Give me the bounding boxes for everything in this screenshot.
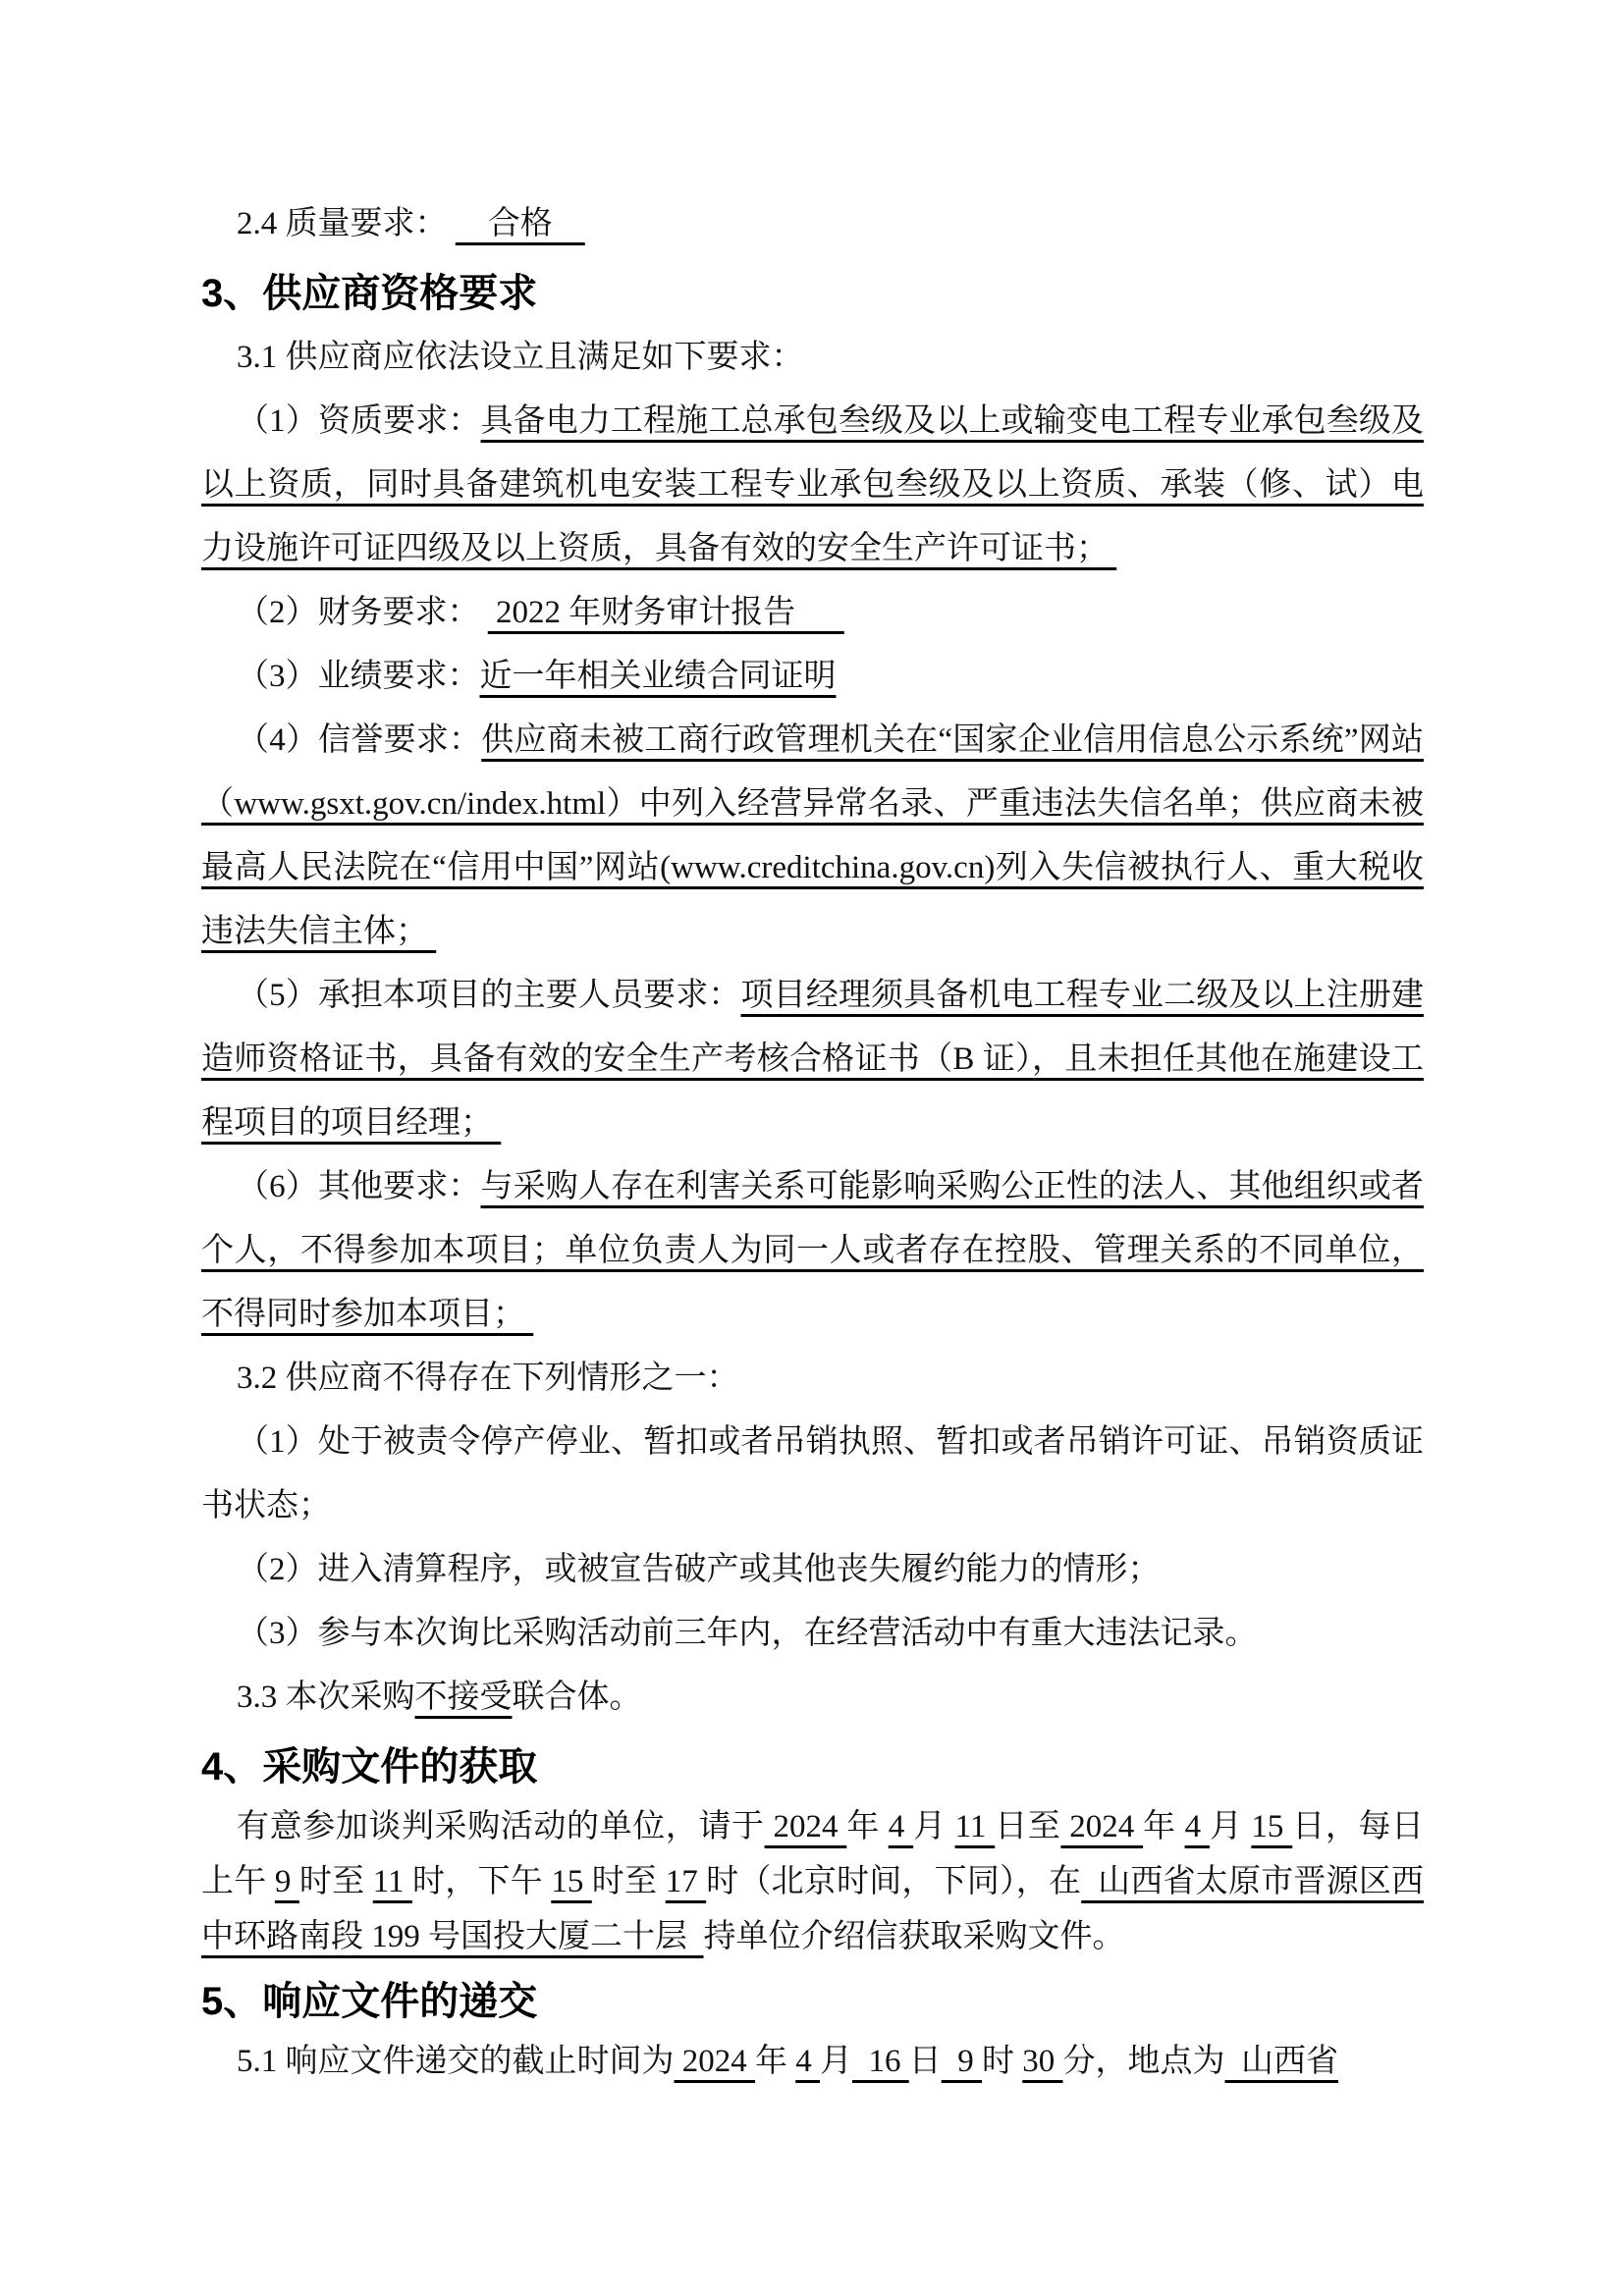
text-run: 持单位介绍信获取采购文件。 <box>703 1919 1125 1954</box>
paragraph <box>201 1602 1424 1666</box>
underlined-text: 11 <box>954 1809 996 1844</box>
underlined-text: 16 <box>852 2044 909 2079</box>
underlined-text: 山西省 <box>1224 2044 1338 2079</box>
paragraph <box>201 326 1424 390</box>
text-run: （1）处于被责令停产停业、暂扣或者吊销执照、暂扣或者吊销许可证、吊销资质证书状态； <box>201 1424 1424 1523</box>
underlined-text: 项目经理须具备机电工程专业二级及以上注册建造师资格证书，具备有效的安全生产考核合格证书（B 证），且未担任其他在施建设工程项目的项目经理； <box>201 978 1424 1141</box>
text-run: 日至 <box>995 1809 1061 1844</box>
text-run: （5）承担本项目的主要人员要求： <box>237 978 741 1013</box>
underlined-text: 11 <box>372 1864 412 1899</box>
paragraph <box>201 964 1424 1155</box>
underlined-text: 9 <box>941 2044 982 2079</box>
text-run: 3.1 供应商应依法设立且满足如下要求： <box>237 340 804 375</box>
paragraph <box>201 1538 1424 1602</box>
paragraph <box>201 192 1424 256</box>
text-run: （4）信誉要求： <box>237 722 482 758</box>
text-run: 分，地点为 <box>1062 2044 1225 2079</box>
underlined-text: 15 <box>551 1864 592 1899</box>
underlined-text: 近一年相关业绩合同证明 <box>479 659 837 694</box>
paragraph <box>201 1666 1424 1730</box>
underlined-text: 30 <box>1022 2044 1063 2079</box>
text-run: 联合体。 <box>512 1680 642 1715</box>
underlined-text: 9 <box>274 1864 299 1899</box>
underlined-text: 合格 <box>455 206 585 241</box>
underlined-text: 17 <box>665 1864 707 1899</box>
text-run: 5.1 响应文件递交的截止时间为 <box>237 2044 675 2079</box>
text-run: 时至 <box>298 1864 373 1899</box>
text-run: 日 <box>908 2044 942 2079</box>
paragraph <box>201 709 1424 964</box>
text-run: 时至 <box>591 1864 666 1899</box>
text-run: 3.2 供应商不得存在下列情形之一： <box>237 1361 739 1396</box>
underlined-text: 与采购人存在利害关系可能影响采购公正性的法人、其他组织或者个人，不得参加本项目；单位负责人为同一人或者存在控股、管理关系的不同单位，不得同时参加本项目； <box>201 1169 1424 1332</box>
paragraph <box>201 1155 1424 1347</box>
underlined-text: 4 <box>1184 1809 1210 1844</box>
text-run: 月 <box>1209 1809 1252 1844</box>
text-run: 年 <box>846 1809 889 1844</box>
section-heading: 3、供应商资格要求 <box>201 272 538 315</box>
text-run: 时，下午 <box>412 1864 552 1899</box>
text-run: （6）其他要求： <box>237 1169 481 1204</box>
paragraph <box>201 581 1424 645</box>
text-run: （3）参与本次询比采购活动前三年内，在经营活动中有重大违法记录。 <box>237 1616 1258 1651</box>
underlined-text: 4 <box>795 2044 820 2079</box>
text-run: 时（北京时间，下同），在 <box>706 1864 1082 1899</box>
underlined-text: 山西省太原市晋源区西中环路南段 199 号国投大厦二十层 <box>201 1864 1425 1954</box>
underlined-text: 不接受 <box>414 1680 513 1715</box>
underlined-text: 15 <box>1251 1809 1293 1844</box>
underlined-text: 供应商未被工商行政管理机关在“国家企业信用信息公示系统”网站（www.gsxt.gov.cn/index.html）中列入经营异常名录、严重违法失信名单；供应商未被最高人民法院在“信用中国”网站(www.creditchina.gov.cn)列入失信被执行人、重大税收违法失信主体； <box>201 722 1425 949</box>
text-run: 时 <box>982 2044 1023 2079</box>
text-run: 年 <box>1143 1809 1185 1844</box>
paragraph <box>201 2034 1424 2089</box>
text-run: （1）资质要求： <box>237 403 481 439</box>
paragraph <box>201 645 1424 709</box>
text-run: 年 <box>755 2044 796 2079</box>
text-run: 月 <box>913 1809 955 1844</box>
text-run: 日，每日上午 <box>201 1809 1425 1899</box>
underlined-text: 2024 <box>674 2044 755 2079</box>
text-run: （2）财务要求： <box>237 595 488 630</box>
underlined-text: 2024 <box>1060 1809 1144 1844</box>
underlined-text: 2024 <box>764 1809 847 1844</box>
text-run: 月 <box>820 2044 852 2079</box>
document-body <box>201 0 1424 2089</box>
paragraph <box>201 1799 1424 1964</box>
section-heading: 4、采购文件的获取 <box>201 1745 538 1789</box>
paragraph <box>201 390 1424 581</box>
text-run: 3.3 本次采购 <box>237 1680 415 1715</box>
underlined-text: 4 <box>888 1809 914 1844</box>
text-run: （3）业绩要求： <box>237 659 480 694</box>
paragraph <box>201 1347 1424 1411</box>
text-run: 2.4 质量要求： <box>237 206 456 241</box>
text-run: （2）进入清算程序，或被宣告破产或其他丧失履约能力的情形； <box>237 1552 1161 1587</box>
underlined-text: 具备电力工程施工总承包叁级及以上或输变电工程专业承包叁级及以上资质，同时具备建筑机电安装工程专业承包叁级及以上资质、承装（修、试）电力设施许可证四级及以上资质，具备有效的安全生产许可证书； <box>201 403 1424 566</box>
text-run: 有意参加谈判采购活动的单位，请于 <box>237 1809 765 1844</box>
paragraph <box>201 1411 1424 1538</box>
section-heading: 5、响应文件的递交 <box>201 1980 538 2023</box>
underlined-text: 2022 年财务审计报告 <box>487 595 844 630</box>
